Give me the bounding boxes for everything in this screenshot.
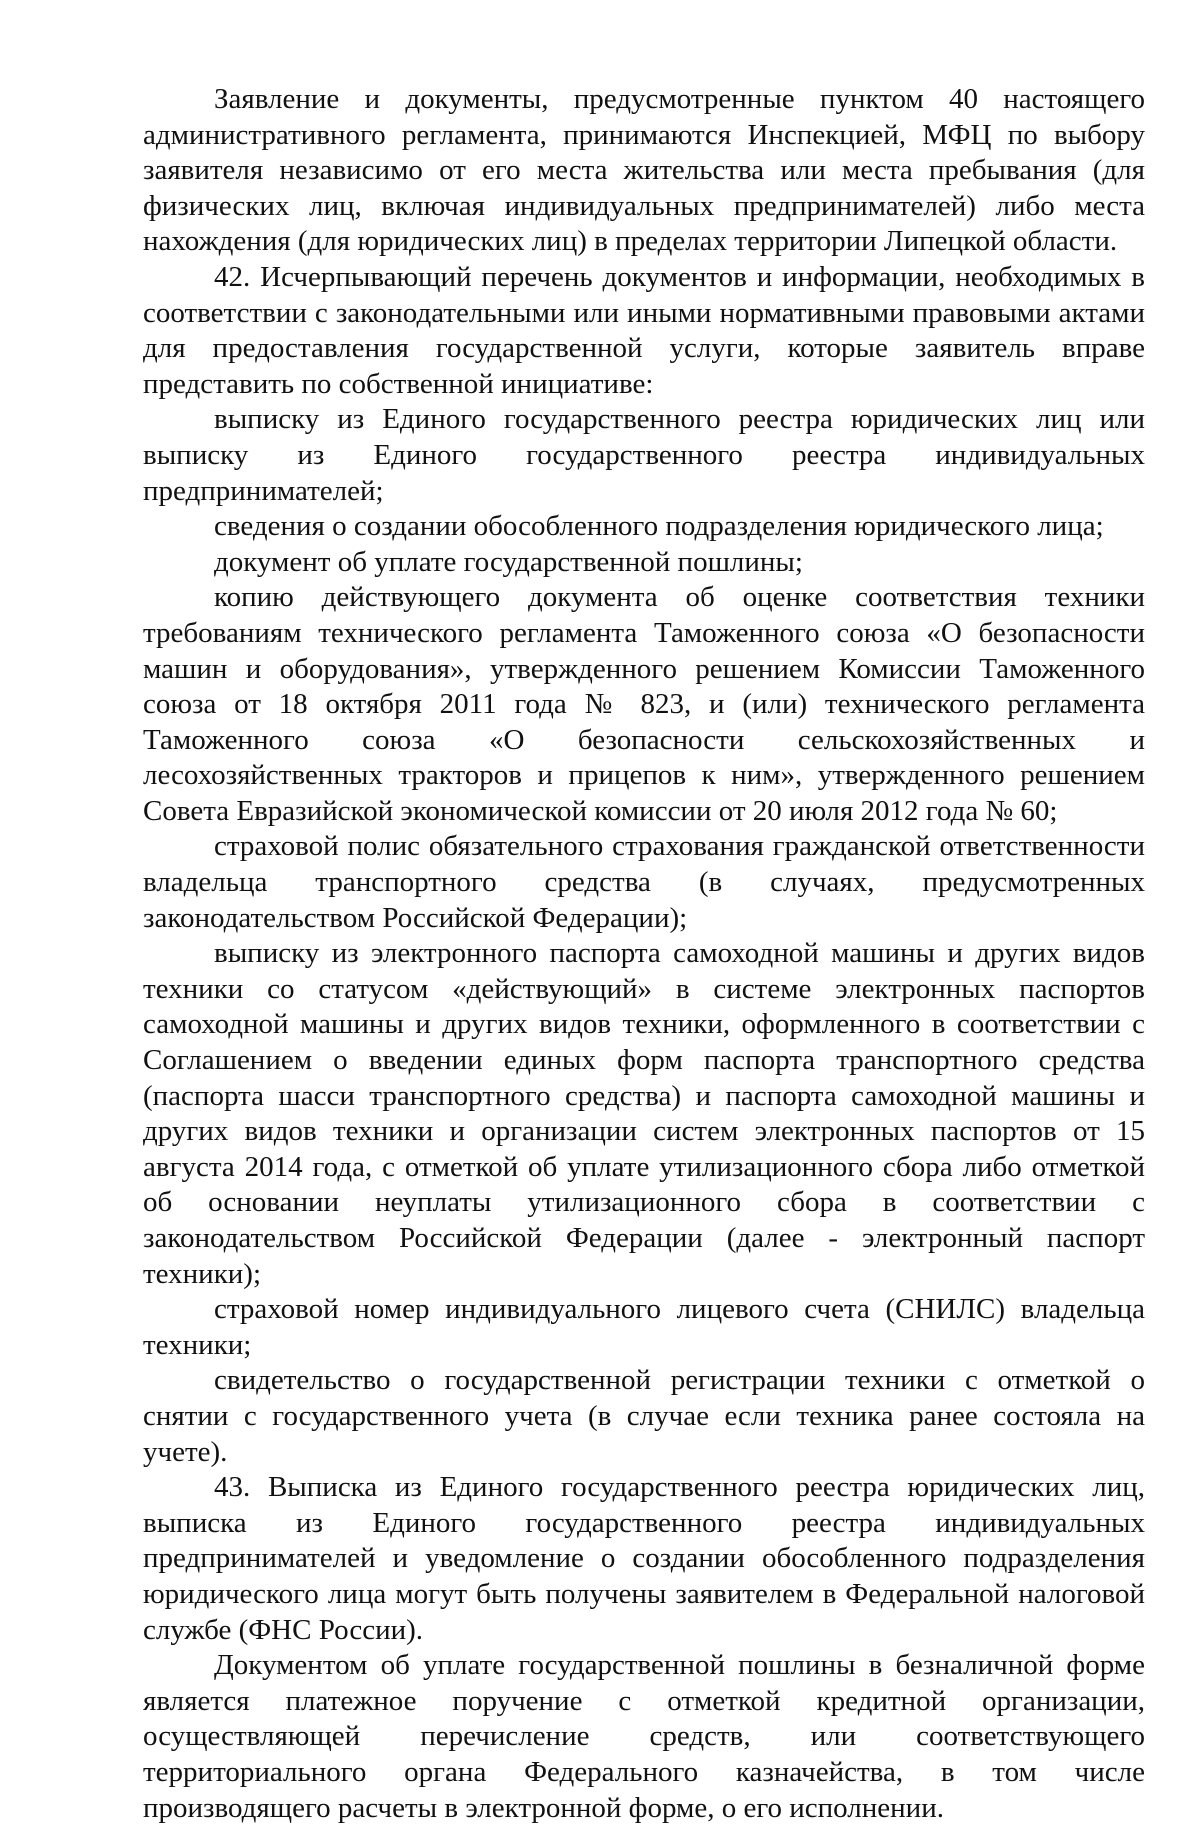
paragraph-42-document-list: 42. Исчерпывающий перечень документов и информации, необходимых в соответствии с законодательными или иными нормативными правовыми актами для предоставления государственной услуги, которые заявитель вправе представить по собственной инициативе:	[143, 260, 1145, 400]
list-item-subdivision-info: сведения о создании обособленного подразделения юридического лица;	[214, 510, 1104, 543]
list-item-insurance-policy: страховой полис обязательного страхования гражданской ответственности владельца транспортного средства (в случаях, предусмотренных законодательством Российской Федерации);	[143, 830, 1145, 934]
document-body	[143, 82, 1145, 1826]
list-item-electronic-passport: выписку из электронного паспорта самоходной машины и других видов техники со статусом «действующий» в системе электронных паспортов самоходной машины и других видов техники, оформленного в соответствии с Соглашением о введении единых форм паспорта транспортного средства (паспорта шасси транспортного средства) и паспорта самоходной машины и других видов техники и организации систем электронных паспортов от 15 августа 2014 года, с отметкой об уплате утилизационного сбора либо отметкой об основании неуплаты утилизационного сбора в соответствии с законодательством Российской Федерации (далее - электронный паспорт техники);	[143, 937, 1145, 1290]
list-item-snils: страховой номер индивидуального лицевого счета (СНИЛС) владельца техники;	[143, 1293, 1145, 1361]
paragraph-payment-order: Документом об уплате государственной пошлины в безналичной форме является платежное поручение с отметкой кредитной организации, осуществляющей перечисление средств, или соответствующего территориального органа Федерального казначейства, в том числе производящего расчеты в электронной форме, о его исполнении.	[143, 1649, 1145, 1824]
list-item-fee-payment: документ об уплате государственной пошлины;	[214, 545, 803, 578]
list-item-registry-extract: выписку из Единого государственного реестра юридических лиц или выписку из Единого государственного реестра индивидуальных предпринимателей;	[143, 403, 1145, 507]
list-item-conformity-document: копию действующего документа об оценке соответствия техники требованиям технического регламента Таможенного союза «О безопасности машин и оборудования», утвержденного решением Комиссии Таможенного союза от 18 октября 2011 года № 823, и (или) технического регламента Таможенного союза «О безопасности сельскохозяйственных и лесохозяйственных тракторов и прицепов к ним», утвержденного решением Совета Евразийской экономической комиссии от 20 июля 2012 года № 60;	[143, 581, 1145, 827]
list-item-registration-certificate: свидетельство о государственной регистрации техники с отметкой о снятии с государственного учета (в случае если техника ранее состояла на учете).	[143, 1364, 1145, 1468]
paragraph-application-acceptance: Заявление и документы, предусмотренные пунктом 40 настоящего административного регламента, принимаются Инспекцией, МФЦ по выбору заявителя независимо от его места жительства или места пребывания (для физических лиц, включая индивидуальных предпринимателей) либо места нахождения (для юридических лиц) в пределах территории Липецкой области.	[143, 83, 1145, 258]
paragraph-43-fns-extract: 43. Выписка из Единого государственного реестра юридических лиц, выписка из Единого государственного реестра индивидуальных предпринимателей и уведомление о создании обособленного подразделения юридического лица могут быть получены заявителем в Федеральной налоговой службе (ФНС России).	[143, 1471, 1145, 1646]
